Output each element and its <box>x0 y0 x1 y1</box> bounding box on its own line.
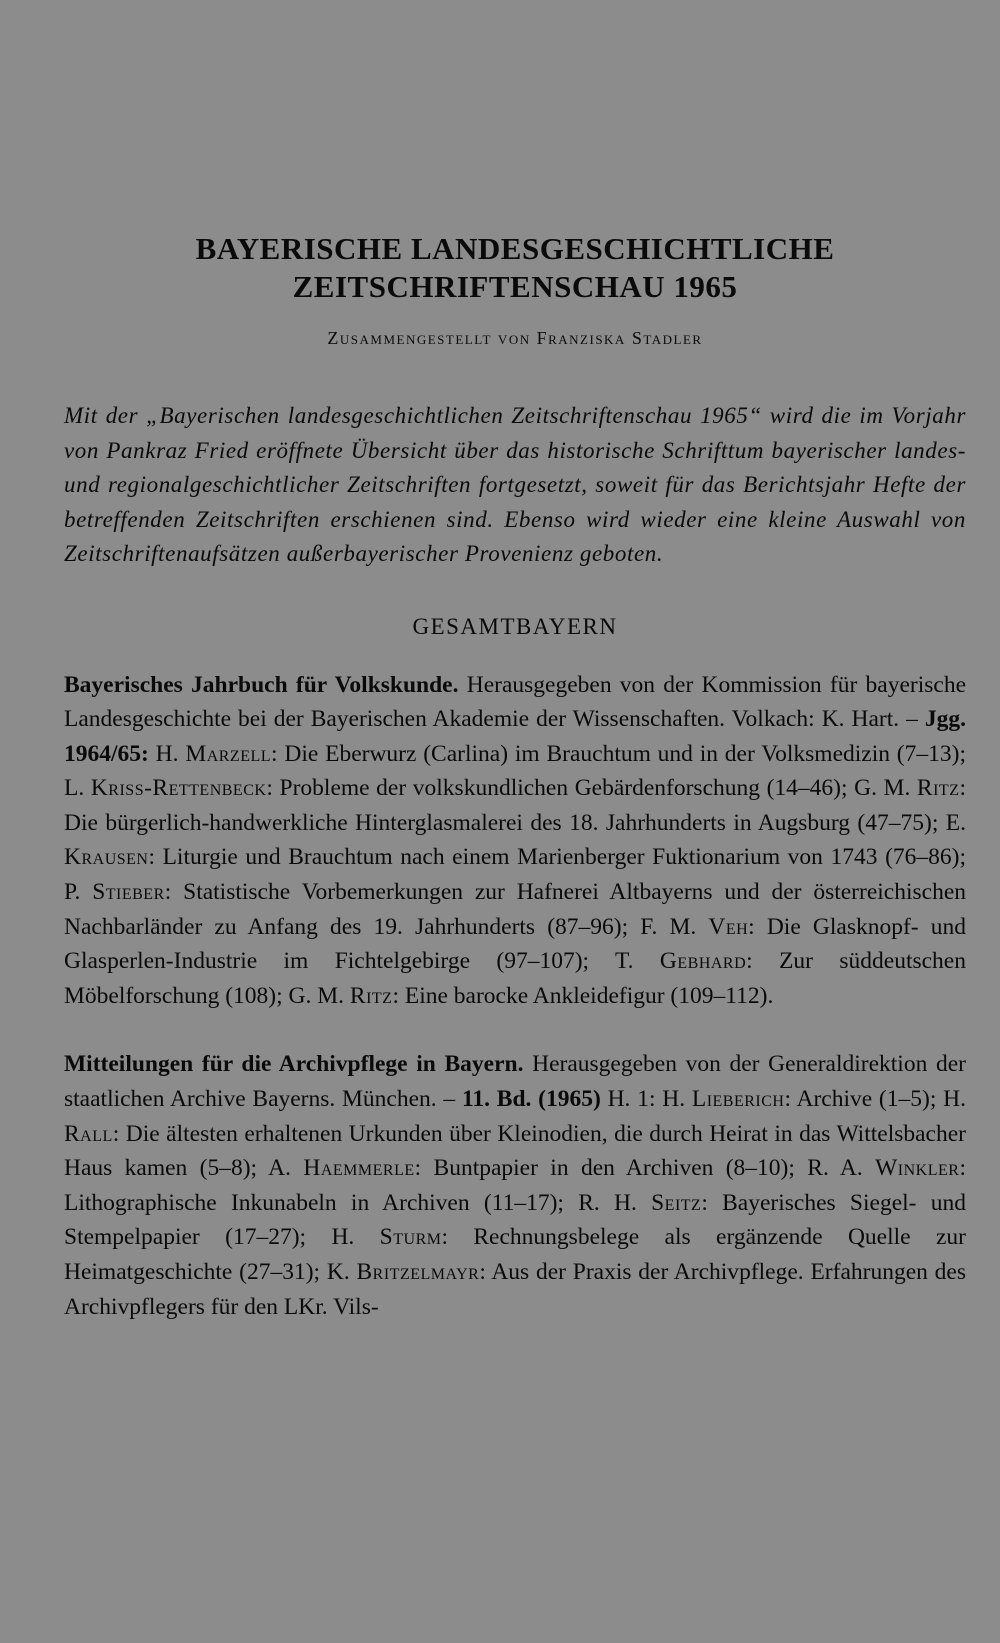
document-page <box>64 230 966 1348</box>
document-subtitle: Zusammengestellt von Franziska Stadler <box>327 328 703 348</box>
journal-entry-volkskunde <box>64 668 966 1014</box>
article-author: Gebhard <box>659 948 747 975</box>
title-line-2: ZEITSCHRIFTENSCHAU 1965 <box>292 269 738 304</box>
article-text: : Liturgie und Brauchtum nach einem Marienberger Fuktionarium von 1743 (76–86); <box>148 844 966 871</box>
article-prefix: H. <box>148 740 186 767</box>
article-author: Sturm <box>379 1224 442 1251</box>
intro-paragraph: Mit der „Bayerischen landesgeschichtlichen Zeitschriftenschau 1965“ wird die im Vorjahr von Pankraz Fried eröffnete Übersicht über das historische Schrifttum bayerischer landes- und regionalgeschichtlicher Zeitschriften fortgesetzt, soweit für das Berichtsjahr Hefte der betreffenden Zeitschriften erschienen sind. Ebenso wird wieder eine kleine Auswahl von Zeitschriftenaufsätzen außerbayerischer Provenienz geboten. <box>64 403 966 566</box>
section-heading: GESAMTBAYERN <box>412 613 618 639</box>
article-text: : Archive (1–5); <box>784 1086 944 1113</box>
article-prefix: G. M. <box>854 775 917 802</box>
article-author: Ritz <box>916 775 960 802</box>
article-author: Krausen <box>64 844 149 871</box>
article-prefix: H. 1: H. <box>600 1086 692 1113</box>
journal-entry-archivpflege <box>64 1047 966 1324</box>
article-text: : Rechnungsbelege als ergänzende Quelle zur Heimatgeschichte (27–31); <box>64 1224 966 1285</box>
article-author: Britzelmayr <box>356 1259 480 1285</box>
journal-publisher: Herausgegeben von der Kommission für bayerische Landesgeschichte bei der Bayerischen Akademie der Wissenschaften. Volkach: K. Hart. – <box>64 671 966 733</box>
article-prefix: H. <box>943 1086 966 1113</box>
article-prefix: A. <box>268 1155 304 1182</box>
article-text: : Die Eberwurz (Carlina) im Brauchtum und in der Volksmedizin (7–13); <box>271 740 966 767</box>
article-prefix: L. <box>64 775 91 802</box>
article-prefix: K. <box>326 1259 357 1285</box>
article-prefix: F. M. <box>640 913 709 940</box>
article-text: : Probleme der volkskundlichen Gebärdenforschung (14–46); <box>266 775 855 802</box>
article-author: Rall <box>64 1120 113 1147</box>
article-text: : Eine barocke Ankleidefigur (109–112). <box>392 982 774 1009</box>
journal-title: Bayerisches Jahrbuch für Volkskunde. <box>64 671 459 698</box>
article-text: : Bayerisches Siegel- und Stempelpapier (17–27); <box>64 1189 966 1251</box>
article-text: : Zur süddeutschen Möbelforschung (108); <box>64 948 966 1009</box>
journal-title: Mitteilungen für die Archivpflege in Bayern. <box>64 1051 524 1078</box>
title-line-1: BAYERISCHE LANDESGESCHICHTLICHE <box>195 231 835 266</box>
article-text: : Die bürgerlich-handwerkliche Hinterglasmalerei des 18. Jahrhunderts in Augsburg (47–75); <box>64 775 967 836</box>
journal-publisher: Herausgegeben von der Generaldirektion der staatlichen Archive Bayerns. München. – <box>64 1051 966 1113</box>
article-prefix: P. <box>64 879 93 906</box>
article-author: Seitz <box>651 1189 702 1216</box>
article-author: Kriss-Rettenbeck <box>90 775 267 802</box>
article-author: Stieber <box>92 879 165 906</box>
article-text: : Lithographische Inkunabeln in Archiven (11–17); <box>64 1155 966 1216</box>
article-text: : Die ältesten erhaltenen Urkunden über Kleinodien, die durch Heirat in das Wittelsbacher Haus kamen (5–8); <box>64 1120 966 1182</box>
article-author: Veh <box>708 913 749 940</box>
article-text: : Aus der Praxis der Archivpflege. Erfahrungen des Archivpflegers für den LKr. Vils- <box>64 1259 966 1320</box>
article-prefix: H. <box>331 1224 380 1251</box>
article-prefix: R. H. <box>578 1189 652 1216</box>
article-text: : Statistische Vorbemerkungen zur Hafnerei Altbayerns und der österreichischen Nachbarländer zu Anfang des 19. Jahrhunderts (87–96); <box>64 879 967 940</box>
journal-volume: Jgg. 1964/65: <box>64 706 966 767</box>
document-title <box>64 230 966 306</box>
article-prefix: E. <box>945 809 966 836</box>
article-author: Winkler <box>875 1155 960 1182</box>
journal-volume: 11. Bd. (1965) <box>461 1086 601 1113</box>
article-text: : Buntpapier in den Archiven (8–10); <box>414 1155 808 1182</box>
article-prefix: T. <box>615 948 660 975</box>
article-prefix: G. M. <box>288 982 350 1009</box>
article-author: Ritz <box>349 982 393 1009</box>
article-author: Marzell <box>185 740 272 767</box>
article-prefix: R. A. <box>807 1155 876 1182</box>
article-text: : Die Glasknopf- und Glasperlen-Industrie im Fichtelgebirge (97–107); <box>64 913 966 975</box>
article-author: Haemmerle <box>303 1155 415 1182</box>
article-author: Lieberich <box>691 1086 785 1113</box>
